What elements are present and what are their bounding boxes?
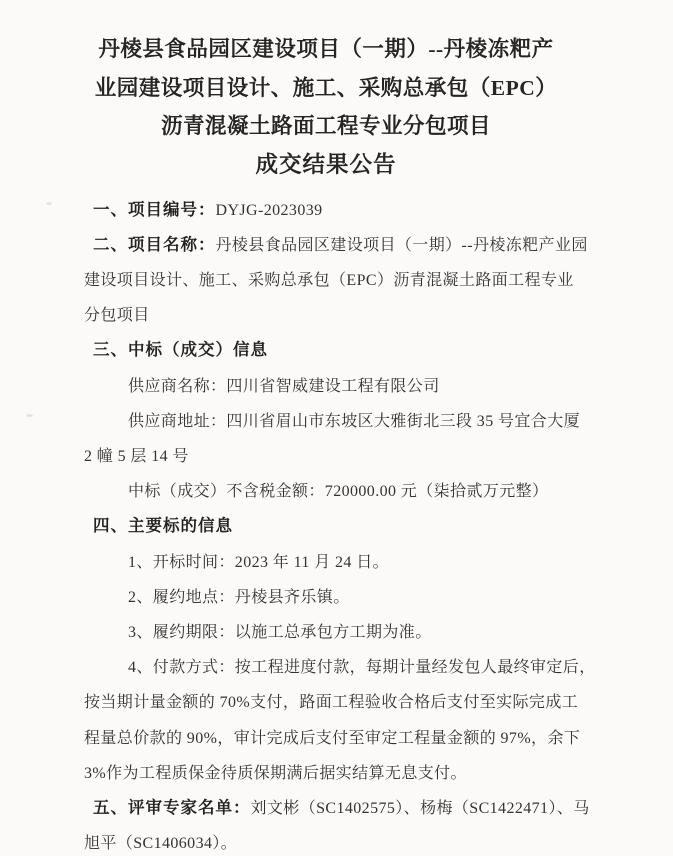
text-run: 建设项目设计、施工、采购总承包（EPC）沥青混凝土路面工程专业	[84, 271, 574, 289]
text-run: DYJG-2023039	[215, 201, 323, 219]
body-line	[84, 263, 574, 298]
body-line	[84, 545, 568, 580]
text-run: 4、付款方式：按工程进度付款，每期计量经发包人最终审定后，	[128, 659, 596, 677]
body-line	[84, 685, 579, 720]
body-line	[84, 791, 590, 826]
section-label-run: 三、中标（成交）信息	[93, 341, 268, 360]
scan-speck	[46, 202, 52, 205]
text-run: 2、履约地点：丹棱县齐乐镇。	[128, 588, 350, 606]
section-label-run: 五、评审专家名单：	[93, 798, 251, 817]
body-line	[84, 369, 568, 404]
text-run: 1、开标时间：2023 年 11 月 24 日。	[128, 553, 390, 571]
body-line	[84, 439, 568, 474]
document-title	[84, 0, 568, 146]
body-line	[84, 404, 581, 439]
text-run: 供应商名称：四川省智威建设工程有限公司	[128, 377, 440, 395]
text-run: 3、履约期限：以施工总承包方工期为准。	[128, 623, 432, 641]
section-label-run: 二、项目名称：	[93, 235, 216, 254]
text-run: 刘文彬（SC1402575）、杨梅（SC1422471）、马	[250, 799, 590, 817]
text-run: 供应商地址：四川省眉山市东坡区大雅街北三段 35 号宜合大厦	[128, 412, 581, 430]
body-line	[84, 333, 568, 368]
title-line: 沥青混凝土路面工程专业分包项目	[160, 114, 491, 138]
body-line	[84, 509, 568, 544]
body-line	[84, 615, 568, 650]
document-body	[84, 193, 596, 856]
document-subtitle: 成交结果公告	[255, 151, 397, 177]
body-line	[84, 228, 588, 263]
body-line	[84, 721, 581, 756]
title-line: 丹棱县食品园区建设项目（一期）--丹棱冻粑产	[98, 37, 554, 61]
text-run: 分包项目	[84, 307, 150, 325]
body-line	[84, 756, 568, 791]
text-run: 程量总价款的 90%，审计完成后支付至审定工程量金额的 97%，余下	[84, 729, 581, 747]
text-run: 旭平（SC1406034）。	[84, 835, 238, 853]
scan-speck	[26, 414, 33, 417]
body-line	[84, 826, 568, 856]
body-line	[84, 474, 568, 509]
text-run: 3%作为工程质保金待质保期满后据实结算无息支付。	[84, 764, 467, 782]
body-line	[84, 580, 568, 615]
body-line	[84, 650, 596, 685]
section-label-run: 四、主要标的信息	[93, 517, 233, 536]
section-label-run: 一、项目编号：	[93, 200, 216, 219]
body-line	[84, 193, 568, 228]
text-run: 中标（成交）不含税金额：720000.00 元（柒拾贰万元整）	[128, 483, 549, 501]
body-line	[84, 298, 568, 333]
text-run: 丹棱县食品园区建设项目（一期）--丹棱冻粑产业园	[215, 236, 588, 254]
text-run: 按当期计量金额的 70%支付，路面工程验收合格后支付至实际完成工	[84, 694, 579, 712]
text-run: 2 幢 5 层 14 号	[84, 447, 189, 465]
title-line: 业园建设项目设计、施工、采购总承包（EPC）	[94, 75, 558, 100]
